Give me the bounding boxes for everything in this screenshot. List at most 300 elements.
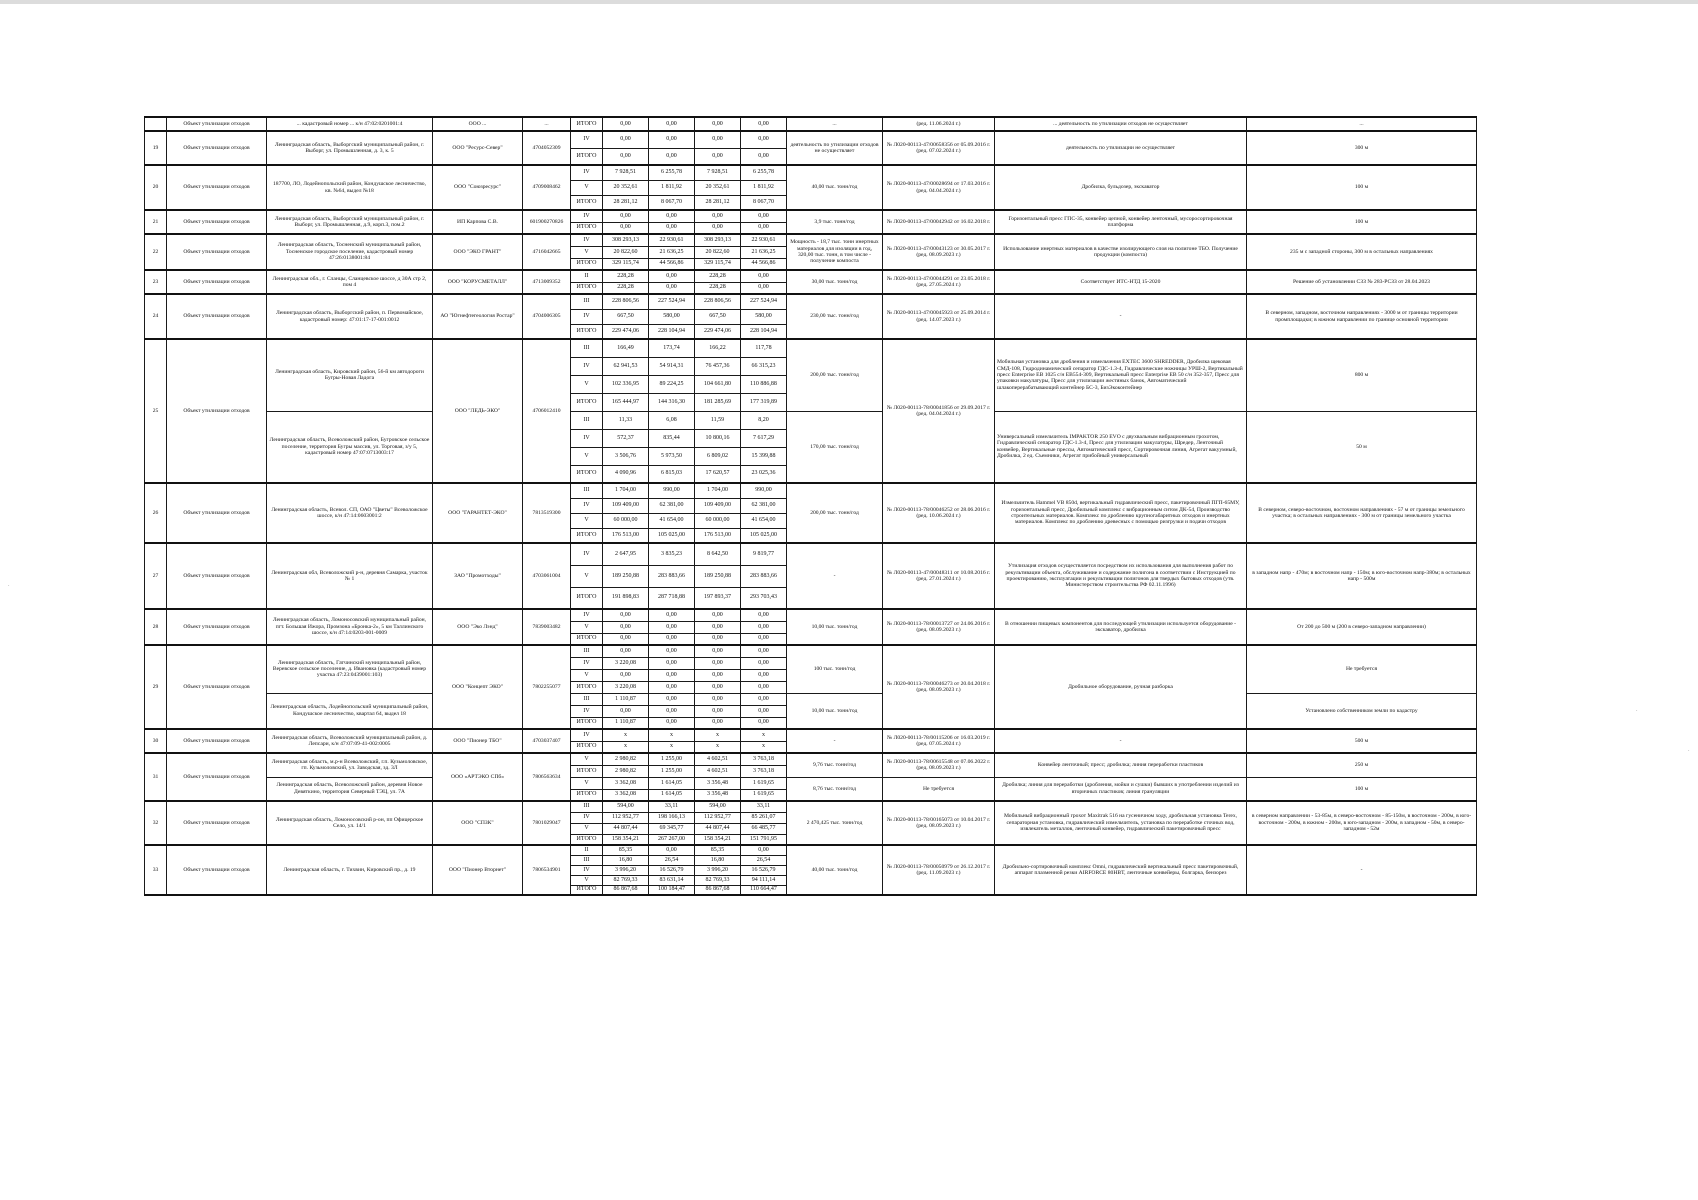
operator-inn: 7839003482 bbox=[523, 609, 571, 645]
waste-class-cell: III bbox=[571, 801, 603, 812]
operator-name: ООО "КОРУСМЕТАЛЛ" bbox=[433, 270, 523, 294]
row-number bbox=[145, 117, 167, 131]
object-type: Объект утилизации отходов bbox=[167, 753, 267, 801]
operator-name: ООО "ГАРАНТЕТ-ЭКО" bbox=[433, 483, 523, 543]
operator-name: ООО "Концепт ЭКО" bbox=[433, 645, 523, 729]
value-cell: 228 806,56 bbox=[695, 294, 741, 309]
capacity: 10,00 тыс. тонн/год bbox=[787, 693, 883, 729]
capacity: 200,00 тыс. тонн/год bbox=[787, 483, 883, 543]
value-cell: 8 067,70 bbox=[741, 195, 787, 210]
value-cell: 44 566,86 bbox=[649, 258, 695, 270]
value-cell: 33,11 bbox=[649, 801, 695, 812]
equipment-description: Использование инертных материалов в качестве изолирующего слоя на полигоне ТБО. Получение продукции (компоста) bbox=[995, 234, 1247, 270]
table-row bbox=[145, 645, 1477, 657]
facility-address: Ленинградская область, Выборгский муниципальный район, г. Выборг, ул. Промышленная, д. 3, к. 5 bbox=[267, 131, 433, 165]
value-cell: 0,00 bbox=[741, 681, 787, 693]
license-number: № Л020-00113-78/00046252 от 28.06.2016 г. (ред. 10.06.2024 г.) bbox=[883, 483, 995, 543]
object-type: Объект утилизации отходов bbox=[167, 729, 267, 753]
value-cell: 835,44 bbox=[649, 429, 695, 447]
waste-class-cell: V bbox=[571, 621, 603, 633]
object-type: Объект утилизации отходов bbox=[167, 339, 267, 483]
row-number: 21 bbox=[145, 210, 167, 234]
operator-name: ООО "Пионер Вторнет" bbox=[433, 845, 523, 895]
value-cell: 8 067,70 bbox=[649, 195, 695, 210]
value-cell: 0,00 bbox=[741, 621, 787, 633]
operator-name: ООО "СПЗК" bbox=[433, 801, 523, 845]
value-cell: 0,00 bbox=[649, 222, 695, 234]
waste-class-cell: V bbox=[571, 447, 603, 465]
waste-class-cell: IV bbox=[571, 309, 603, 324]
object-type: Объект утилизации отходов bbox=[167, 543, 267, 609]
operator-name: ООО "Пионер ТБО" bbox=[433, 729, 523, 753]
facility-address: Ленинградская область, Ломоносовский муниципальный район, пгт. Большая Ижора, Промзона «Бронка-2», 5 км Таллинского шоссе, к/н 47:14:0203-001-0009 bbox=[267, 609, 433, 645]
table-row bbox=[145, 753, 1477, 765]
operator-name: ООО "Ресурс-Север" bbox=[433, 131, 523, 165]
object-type: Объект утилизации отходов bbox=[167, 801, 267, 845]
value-cell: 54 914,31 bbox=[649, 357, 695, 375]
value-cell: 41 654,00 bbox=[741, 513, 787, 528]
capacity: 2 470,425 тыс. тонн/год bbox=[787, 801, 883, 845]
equipment-description: Дробилка, бульдозер, экскаватор bbox=[995, 165, 1247, 210]
waste-class-cell: ИТОГО bbox=[571, 885, 603, 895]
value-cell: 0,00 bbox=[741, 609, 787, 621]
value-cell: 229 474,06 bbox=[695, 324, 741, 339]
value-cell: 0,00 bbox=[649, 117, 695, 131]
operator-name: ЗАО "Промотходы" bbox=[433, 543, 523, 609]
waste-class-cell: IV bbox=[571, 543, 603, 565]
waste-class-cell: ИТОГО bbox=[571, 741, 603, 753]
object-type: Объект утилизации отходов bbox=[167, 645, 267, 729]
page-top-edge bbox=[0, 0, 1698, 4]
waste-class-cell: V bbox=[571, 753, 603, 765]
value-cell: 0,00 bbox=[603, 117, 649, 131]
capacity: 10,00 тыс. тонн/год bbox=[787, 609, 883, 645]
waste-class-cell: ИТОГО bbox=[571, 465, 603, 483]
waste-class-cell: ИТОГО bbox=[571, 587, 603, 609]
capacity: - bbox=[787, 729, 883, 753]
row-number: 20 bbox=[145, 165, 167, 210]
value-cell: 112 952,77 bbox=[603, 812, 649, 823]
waste-class-cell: ИТОГО bbox=[571, 282, 603, 294]
value-cell: 9 819,77 bbox=[741, 543, 787, 565]
row-number: 26 bbox=[145, 483, 167, 543]
equipment-description: деятельность по утилизации не осуществляет bbox=[995, 131, 1247, 165]
value-cell: 228,28 bbox=[695, 282, 741, 294]
waste-class-cell: ИТОГО bbox=[571, 789, 603, 801]
value-cell: 1 704,00 bbox=[695, 483, 741, 498]
object-type: Объект утилизации отходов bbox=[167, 210, 267, 234]
value-cell: 594,00 bbox=[603, 801, 649, 812]
value-cell: 102 336,95 bbox=[603, 375, 649, 393]
value-cell: 6 255,78 bbox=[741, 165, 787, 180]
waste-class-cell: ИТОГО bbox=[571, 528, 603, 543]
value-cell: 4 602,51 bbox=[695, 765, 741, 777]
value-cell: 189 250,88 bbox=[695, 565, 741, 587]
sanitary-zone: От 200 до 500 м (200 в северо-западном направлении) bbox=[1247, 609, 1477, 645]
value-cell: 85,35 bbox=[603, 845, 649, 855]
value-cell: 0,00 bbox=[649, 645, 695, 657]
value-cell: 0,00 bbox=[695, 148, 741, 165]
equipment-description: Универсальный измельчитель IMPAKTOR 250 EVO с двухвальным вибрационным грохотом, Гидравлический сепаратор ГДС-1.3-4, Пресс для утилизации макулатуры, Шредер, Ленточный конвейер, Вертикальные прессы, Автоматический пресс, Сортировочная линия, Агрегат вакуумный, Дробилка, 2 ед. Съемники, Агрегат прибойный универсальный bbox=[995, 411, 1247, 483]
operator-name: ООО ... bbox=[433, 117, 523, 131]
value-cell: 283 883,66 bbox=[741, 565, 787, 587]
value-cell: 5 973,50 bbox=[649, 447, 695, 465]
value-cell: x bbox=[603, 741, 649, 753]
license-number: (ред. 11.06.2024 г.) bbox=[883, 117, 995, 131]
value-cell: 177 319,89 bbox=[741, 393, 787, 411]
value-cell: 0,00 bbox=[741, 131, 787, 148]
operator-inn: 7813519300 bbox=[523, 483, 571, 543]
table-row bbox=[145, 339, 1477, 357]
value-cell: 26,54 bbox=[741, 855, 787, 865]
value-cell: x bbox=[649, 741, 695, 753]
value-cell: 0,00 bbox=[649, 681, 695, 693]
value-cell: 60 000,00 bbox=[603, 513, 649, 528]
value-cell: 109 409,00 bbox=[695, 498, 741, 513]
waste-class-cell: III bbox=[571, 411, 603, 429]
value-cell: 144 316,30 bbox=[649, 393, 695, 411]
waste-class-cell: II bbox=[571, 845, 603, 855]
license-number: Не требуется bbox=[883, 777, 995, 801]
table-row bbox=[145, 210, 1477, 222]
value-cell: 227 524,94 bbox=[741, 294, 787, 309]
waste-class-cell: V bbox=[571, 777, 603, 789]
value-cell: 44 807,44 bbox=[603, 823, 649, 834]
waste-class-cell: ИТОГО bbox=[571, 834, 603, 845]
value-cell: 2 980,82 bbox=[603, 765, 649, 777]
value-cell: 0,00 bbox=[695, 633, 741, 645]
value-cell: 109 409,00 bbox=[603, 498, 649, 513]
facility-address: ... кадастровый номер ... к/н 47:02:0201001:4 bbox=[267, 117, 433, 131]
object-type: Объект утилизации отходов bbox=[167, 234, 267, 270]
value-cell: 0,00 bbox=[695, 717, 741, 729]
operator-inn: 4704006305 bbox=[523, 294, 571, 339]
table-row bbox=[145, 117, 1477, 131]
value-cell: 0,00 bbox=[649, 845, 695, 855]
table-row bbox=[145, 845, 1477, 855]
operator-name: ООО "ЛЕДЬ-ЭКО" bbox=[433, 339, 523, 483]
value-cell: 228,28 bbox=[695, 270, 741, 282]
waste-class-cell: V bbox=[571, 180, 603, 195]
sanitary-zone: В северном, западном, восточном направлениях - 3000 м от границы территории промплощадки; в южном направлении по границе основной территории bbox=[1247, 294, 1477, 339]
equipment-description: Соответствует ИТС-НТД 15-2020 bbox=[995, 270, 1247, 294]
capacity: деятельность по утилизации отходов не осуществляет bbox=[787, 131, 883, 165]
waste-class-cell: IV bbox=[571, 729, 603, 741]
value-cell: 105 025,00 bbox=[741, 528, 787, 543]
value-cell: 990,00 bbox=[741, 483, 787, 498]
table-row bbox=[145, 270, 1477, 282]
object-type: Объект утилизации отходов bbox=[167, 117, 267, 131]
value-cell: 0,00 bbox=[603, 621, 649, 633]
capacity: 3,9 тыс. тонн/год bbox=[787, 210, 883, 234]
facility-address: Ленинградская область, Ломоносовский р-он, пп Офицерское Село, ул. 14/1 bbox=[267, 801, 433, 845]
value-cell: 189 250,88 bbox=[603, 565, 649, 587]
waste-class-cell: IV bbox=[571, 498, 603, 513]
equipment-description: В отношении пищевых компонентов для последующей утилизации используется оборудование - экскаватор, дробилка bbox=[995, 609, 1247, 645]
value-cell: 86 867,68 bbox=[603, 885, 649, 895]
waste-class-cell: IV bbox=[571, 357, 603, 375]
margin-mark: · bbox=[8, 583, 10, 589]
waste-facility-registry-table bbox=[144, 116, 1477, 896]
operator-name: ООО "Союзресурс" bbox=[433, 165, 523, 210]
operator-inn: 4709008462 bbox=[523, 165, 571, 210]
waste-class-cell: IV bbox=[571, 234, 603, 246]
value-cell: 20 822,60 bbox=[603, 246, 649, 258]
row-number: 19 bbox=[145, 131, 167, 165]
value-cell: 0,00 bbox=[695, 621, 741, 633]
value-cell: 0,00 bbox=[649, 609, 695, 621]
row-number: 27 bbox=[145, 543, 167, 609]
value-cell: x bbox=[741, 741, 787, 753]
value-cell: 7 617,29 bbox=[741, 429, 787, 447]
row-number: 24 bbox=[145, 294, 167, 339]
value-cell: x bbox=[603, 729, 649, 741]
value-cell: 0,00 bbox=[603, 645, 649, 657]
object-type: Объект утилизации отходов bbox=[167, 609, 267, 645]
value-cell: 0,00 bbox=[741, 693, 787, 705]
value-cell: 0,00 bbox=[649, 633, 695, 645]
value-cell: 3 362,08 bbox=[603, 777, 649, 789]
facility-address: Ленинградская обл, Всеволожский р-н, деревня Самарка, участок № 1 bbox=[267, 543, 433, 609]
value-cell: 15 399,88 bbox=[741, 447, 787, 465]
value-cell: 6 815,03 bbox=[649, 465, 695, 483]
value-cell: 580,00 bbox=[741, 309, 787, 324]
sanitary-zone: 300 м bbox=[1247, 131, 1477, 165]
value-cell: 0,00 bbox=[649, 693, 695, 705]
equipment-description: Мобильный вибрационный грохот Maxitrak 516 на гусеничном ходу, дробильная установка Terex, сепараторная установка, гидравлический измельчитель, установка по переработке сточных вод, извлекатель металлов, ленточный конвейер, гидравлический пакетировочный пресс bbox=[995, 801, 1247, 845]
operator-inn: 601900270826 bbox=[523, 210, 571, 234]
table-row bbox=[145, 609, 1477, 621]
value-cell: 0,00 bbox=[649, 717, 695, 729]
value-cell: 0,00 bbox=[695, 681, 741, 693]
operator-name: АО "Югнефтегеология Ростар" bbox=[433, 294, 523, 339]
operator-name: ООО "Эко Лэнд" bbox=[433, 609, 523, 645]
value-cell: 8,20 bbox=[741, 411, 787, 429]
value-cell: 0,00 bbox=[695, 693, 741, 705]
value-cell: 41 654,00 bbox=[649, 513, 695, 528]
facility-address: Ленинградская область, Тосненский муниципальный район, Тосненское городское поселение, кадастровый номер 47:26:0138001:84 bbox=[267, 234, 433, 270]
value-cell: 33,11 bbox=[741, 801, 787, 812]
margin-mark: · bbox=[1636, 708, 1638, 714]
value-cell: 85,35 bbox=[695, 845, 741, 855]
equipment-description: Утилизация отходов осуществляется посредством их использования для выполнения работ по рекультивации объекта, обслуживание и содержание полигона в соответствии с Инструкцией по проектированию, эксплуатации и рекультивации полигонов для твердых бытовых отходов (утв. Министерством строительства РФ 02.11.1996) bbox=[995, 543, 1247, 609]
value-cell: 0,00 bbox=[741, 222, 787, 234]
value-cell: 7 928,51 bbox=[603, 165, 649, 180]
value-cell: 667,50 bbox=[603, 309, 649, 324]
value-cell: 0,00 bbox=[741, 210, 787, 222]
value-cell: 308 293,13 bbox=[695, 234, 741, 246]
value-cell: 110 886,88 bbox=[741, 375, 787, 393]
value-cell: 0,00 bbox=[741, 845, 787, 855]
value-cell: 3 356,48 bbox=[695, 789, 741, 801]
value-cell: 22 930,61 bbox=[741, 234, 787, 246]
waste-class-cell: ИТОГО bbox=[571, 117, 603, 131]
capacity: 200,00 тыс. тонн/год bbox=[787, 339, 883, 411]
value-cell: 3 356,48 bbox=[695, 777, 741, 789]
value-cell: 3 220,08 bbox=[603, 681, 649, 693]
capacity: 30,00 тыс. тонн/год bbox=[787, 270, 883, 294]
value-cell: 572,37 bbox=[603, 429, 649, 447]
capacity: 9,76 тыс. тонн/год bbox=[787, 753, 883, 777]
operator-name: ООО «АРТЭКО СПб» bbox=[433, 753, 523, 801]
waste-class-cell: II bbox=[571, 270, 603, 282]
license-number: № Л020-00113-78/00115206 от 16.03.2019 г. (ред. 07.05.2024 г.) bbox=[883, 729, 995, 753]
value-cell: 2 980,82 bbox=[603, 753, 649, 765]
waste-class-cell: IV bbox=[571, 165, 603, 180]
value-cell: 89 224,25 bbox=[649, 375, 695, 393]
waste-class-cell: IV bbox=[571, 865, 603, 875]
value-cell: 0,00 bbox=[603, 131, 649, 148]
value-cell: 2 647,95 bbox=[603, 543, 649, 565]
value-cell: 166,49 bbox=[603, 339, 649, 357]
value-cell: 28 281,12 bbox=[603, 195, 649, 210]
value-cell: 3 506,76 bbox=[603, 447, 649, 465]
license-number: № Л020-00113-47/00028694 от 17.03.2016 г. (ред. 04.04.2024 г.) bbox=[883, 165, 995, 210]
value-cell: 26,54 bbox=[649, 855, 695, 865]
row-number: 23 bbox=[145, 270, 167, 294]
sanitary-zone: 100 м bbox=[1247, 210, 1477, 234]
value-cell: 3 835,23 bbox=[649, 543, 695, 565]
table-row bbox=[145, 411, 1477, 429]
object-type: Объект утилизации отходов bbox=[167, 165, 267, 210]
operator-inn: 4704052309 bbox=[523, 131, 571, 165]
value-cell: 990,00 bbox=[649, 483, 695, 498]
capacity: Мощность - 18,7 тыс. тонн инертных материалов для изоляции в год, 320,00 тыс. тонн, в том числе - получение компоста bbox=[787, 234, 883, 270]
value-cell: 198 166,13 bbox=[649, 812, 695, 823]
capacity: 230,00 тыс. тонн/год bbox=[787, 294, 883, 339]
table-row bbox=[145, 543, 1477, 565]
waste-class-cell: IV bbox=[571, 609, 603, 621]
value-cell: 1 811,92 bbox=[741, 180, 787, 195]
value-cell: 0,00 bbox=[603, 210, 649, 222]
waste-class-cell: IV bbox=[571, 812, 603, 823]
value-cell: 228 104,94 bbox=[741, 324, 787, 339]
object-type: Объект утилизации отходов bbox=[167, 294, 267, 339]
license-number: № Л020-00113-47/00042942 от 16.02.2018 г. bbox=[883, 210, 995, 234]
facility-address: Ленинградская область, Выборгский район, п. Первомайское, кадастровый номер: 47:01:17-17-001:0012 bbox=[267, 294, 433, 339]
waste-class-cell: ИТОГО bbox=[571, 324, 603, 339]
capacity: 170,00 тыс. тонн/год bbox=[787, 411, 883, 483]
sanitary-zone: 100 м bbox=[1247, 165, 1477, 210]
equipment-description: Измельчитель Hammel VB 850d, вертикальный гидравлический пресс, пакетировочный ПГП-65МУ, горизонтальный пресс, Дробильный комплекс с вибрационным ситом ДК-54, Производство строительных материалов. Комплекс по дроблению крупногабаритных отходов и инертных материалов. Комплекс по дроблению древесных с помощью ризгрузки и подачи отходов bbox=[995, 483, 1247, 543]
row-number: 33 bbox=[145, 845, 167, 895]
operator-inn: 4703037407 bbox=[523, 729, 571, 753]
value-cell: 0,00 bbox=[649, 669, 695, 681]
operator-inn: 7806563634 bbox=[523, 753, 571, 801]
sanitary-zone: 50 м bbox=[1247, 411, 1477, 483]
value-cell: 0,00 bbox=[741, 633, 787, 645]
facility-address: Ленинградская область, г. Тихвин, Кировский пр., д. 19 bbox=[267, 845, 433, 895]
value-cell: 1 614,05 bbox=[649, 789, 695, 801]
value-cell: 0,00 bbox=[649, 270, 695, 282]
value-cell: 0,00 bbox=[649, 705, 695, 717]
capacity: 40,00 тыс. тонн/год bbox=[787, 165, 883, 210]
value-cell: 283 883,66 bbox=[649, 565, 695, 587]
value-cell: 20 352,61 bbox=[695, 180, 741, 195]
value-cell: 83 631,14 bbox=[649, 875, 695, 885]
table-row bbox=[145, 234, 1477, 246]
value-cell: 16 526,79 bbox=[649, 865, 695, 875]
table-row bbox=[145, 165, 1477, 180]
sanitary-zone: 500 м bbox=[1247, 729, 1477, 753]
waste-class-cell: ИТОГО bbox=[571, 633, 603, 645]
waste-class-cell: III bbox=[571, 693, 603, 705]
value-cell: 3 996,20 bbox=[695, 865, 741, 875]
sanitary-zone: в северном направлении - 53-85м, в северо-восточном - 85-150м, в восточном - 200м, в юго-восточном - 200м, в южном - 200м, в юго-западном - 200м, в западном - 50м, в северо-западном - 52м bbox=[1247, 801, 1477, 845]
value-cell: 0,00 bbox=[741, 148, 787, 165]
value-cell: 0,00 bbox=[695, 609, 741, 621]
row-number: 30 bbox=[145, 729, 167, 753]
equipment-description: Дробилка; линия для переработки (дробления, мойки и сушки) бывших в употреблении изделий из вторичных пластиков; линия грануляции bbox=[995, 777, 1247, 801]
value-cell: x bbox=[695, 729, 741, 741]
waste-class-cell: ИТОГО bbox=[571, 681, 603, 693]
sanitary-zone: Установлено собственником земли по кадастру bbox=[1247, 693, 1477, 729]
margin-mark: · bbox=[1688, 748, 1690, 754]
facility-address: Ленинградская область, Лодейнопольский муниципальный район, Кондушское лесничество, квартал 64, выдел 18 bbox=[267, 693, 433, 729]
license-number: № Л020-00113-78/00050979 от 26.12.2017 г. (ред. 11.09.2023 г.) bbox=[883, 845, 995, 895]
sanitary-zone: 800 м bbox=[1247, 339, 1477, 411]
waste-class-cell: IV bbox=[571, 429, 603, 447]
operator-inn: 7802255077 bbox=[523, 645, 571, 729]
value-cell: 3 763,18 bbox=[741, 753, 787, 765]
row-number: 22 bbox=[145, 234, 167, 270]
value-cell: 1 811,92 bbox=[649, 180, 695, 195]
waste-class-cell: III bbox=[571, 294, 603, 309]
equipment-description: Конвейер ленточный; пресс; дробилка; линия переработки пластиков bbox=[995, 753, 1247, 777]
capacity: 100 тыс. тонн/год bbox=[787, 645, 883, 693]
equipment-description: Дробильное оборудование, ручная разборка bbox=[995, 645, 1247, 729]
value-cell: 66 485,77 bbox=[741, 823, 787, 834]
value-cell: 62 381,00 bbox=[649, 498, 695, 513]
value-cell: 0,00 bbox=[741, 657, 787, 669]
table-row bbox=[145, 801, 1477, 812]
object-type: Объект утилизации отходов bbox=[167, 131, 267, 165]
value-cell: 0,00 bbox=[603, 148, 649, 165]
value-cell: 176 513,00 bbox=[695, 528, 741, 543]
value-cell: 17 620,57 bbox=[695, 465, 741, 483]
sanitary-zone: Решение об установлении СЗЗ № 283-РСЗЗ от 28.04.2023 bbox=[1247, 270, 1477, 294]
value-cell: 1 110,87 bbox=[603, 717, 649, 729]
value-cell: 0,00 bbox=[603, 609, 649, 621]
license-number: № Л020-00113-47/00048311 от 10.08.2016 г. (ред. 27.01.2024 г.) bbox=[883, 543, 995, 609]
facility-address: Ленинградская область, Гатчинский муниципальный район, Веревское сельское поселение, д. Ивановка (кадастровый номер участка 47:23:0439001:103) bbox=[267, 645, 433, 693]
object-type: Объект утилизации отходов bbox=[167, 270, 267, 294]
value-cell: 11,33 bbox=[603, 411, 649, 429]
value-cell: 16,80 bbox=[695, 855, 741, 865]
value-cell: 158 354,21 bbox=[603, 834, 649, 845]
facility-address: Ленинградская область, Кировский район, 56-й км автодороги Бугры-Новая Ладога bbox=[267, 339, 433, 411]
facility-address: Ленинградская область, Выборгский муниципальный район, г. Выборг, ул. Промышленная, д.9, корп.3, пом.2 bbox=[267, 210, 433, 234]
value-cell: 0,00 bbox=[695, 131, 741, 148]
value-cell: 0,00 bbox=[603, 669, 649, 681]
value-cell: 229 474,06 bbox=[603, 324, 649, 339]
value-cell: 0,00 bbox=[649, 282, 695, 294]
capacity: - bbox=[787, 543, 883, 609]
value-cell: x bbox=[741, 729, 787, 741]
value-cell: 86 867,68 bbox=[695, 885, 741, 895]
value-cell: 228 806,56 bbox=[603, 294, 649, 309]
operator-name: ООО "ЭКО ГРАНТ" bbox=[433, 234, 523, 270]
value-cell: 0,00 bbox=[695, 117, 741, 131]
license-number: № Л020-00113-47/00658356 от 05.09.2016 г. (ред. 07.02.2024 г.) bbox=[883, 131, 995, 165]
value-cell: 228,28 bbox=[603, 282, 649, 294]
operator-inn: 4716042665 bbox=[523, 234, 571, 270]
value-cell: 0,00 bbox=[741, 717, 787, 729]
license-number: № Л020-00113-78/00046273 от 20.04.2018 г. (ред. 08.09.2023 г.) bbox=[883, 645, 995, 729]
sanitary-zone: в западном напр - 470м; в восточном напр - 150м; в юго-восточном напр-380м; в остальных напр - 500м bbox=[1247, 543, 1477, 609]
value-cell: 0,00 bbox=[649, 621, 695, 633]
value-cell: 60 000,00 bbox=[695, 513, 741, 528]
